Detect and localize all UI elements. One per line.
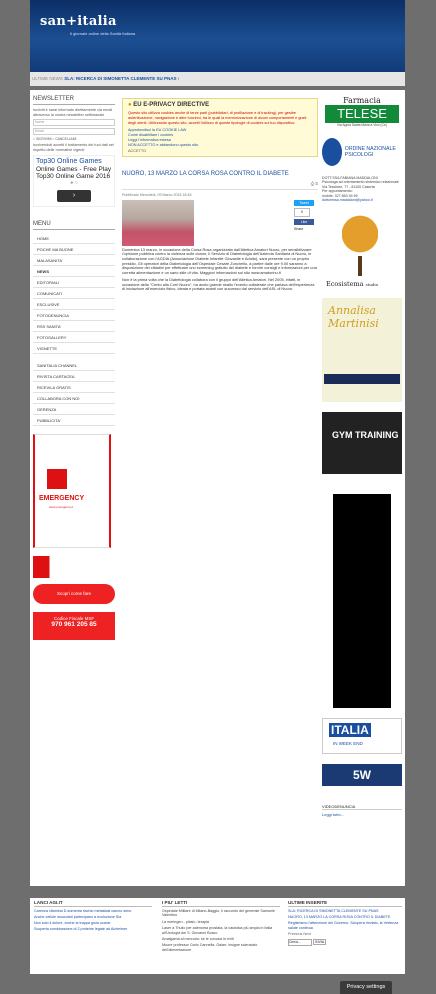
warning-icon: ● [128,102,132,108]
msf-codice-label: Codice Fiscale MSF [53,616,95,622]
footer-link[interactable]: Carenza vitamina D aumenta rischio metastasi cancro seno [34,908,132,913]
msf-codice-number: 970 961 205 85 [51,621,97,629]
newsletter-consent: Iscrivendoti accetti il trattamento dei tuoi dati nel rispetto delle normative vigenti [33,143,114,152]
5w-ad[interactable]: 5W [322,764,402,786]
emergency-name: EMERGENCY [39,495,85,503]
msf-logo[interactable] [33,556,115,578]
main-menu [33,221,115,426]
menu-item-poche-ma-buone[interactable]: POCHE MA BUONE [33,244,115,255]
email-icon[interactable]: ✉ [315,180,318,186]
tweet-button[interactable]: Tweet [294,200,314,206]
footer-col3-title: ULTIME INSERITE [288,900,402,907]
right-sidebar [322,96,402,817]
social-buttons [294,200,318,233]
ad-dots: ● ○ [70,180,78,187]
footer-link[interactable]: Anche cellule muscolari partecipano a evoluzione Sla [34,914,122,919]
ad-text: Online Games - Free Play Top30 Online Game 2016 [36,166,112,181]
article-photo [122,200,194,246]
ad-top30-games[interactable] [33,155,115,207]
ecosistema-ad[interactable] [322,206,402,292]
footer-link[interactable]: Scoperta combinazione di 2 proteine legate ad Alzheimer [34,927,128,932]
menu-item-pubblicita[interactable]: PUBBLICITA' [33,415,115,426]
left-sidebar [33,96,115,640]
footer-col-piu-letti [162,900,280,953]
footer-col-agi [34,900,152,932]
menu-item-rss-sanita[interactable]: RSS SANITA' [33,321,115,332]
menu-item-gerenza[interactable]: GERENZA [33,404,115,415]
article-title[interactable]: NUORO, 13 MARZO LA CORSA ROSA CONTRO IL DIABETE [122,170,289,177]
site-header [30,0,405,72]
menu-item-editoriali[interactable]: EDITORIALI [33,277,115,288]
menu-item-malasanita[interactable]: MALASANITA' [33,255,115,266]
msf-scopri-button[interactable]: Scopri come fare [33,584,115,604]
gym-name: GYM TRAINING [332,430,399,441]
gplus-count[interactable]: 0 [294,208,310,217]
ordine-logo-icon [322,138,342,166]
privacy-link-cookie-law[interactable]: Approfondisci la EU COOKIE LAW [128,128,187,133]
ad-next-button[interactable]: › [57,190,91,202]
ecosistema-studio: studio [365,282,379,288]
privacy-text: Questo sito utilizza cookies anche di terze parti (pubblicitari, di profilazione e di tracking), per gestire autenticazione, navigazione e altre funzioni, tra le quali la memorizzazione di alcuni comportamenti e gusti degli utenti. Utilizzando questo sito, accetti l'utilizzo di queste tipologie di cookies sul tuo dispositivo. [128,111,307,125]
psicologa-phone: mobile: 327 863 94 69 [322,193,358,198]
emergency-url: www.emergency.it [49,505,74,510]
menu-item-fotogallery[interactable]: FOTOGALLERY [33,332,115,343]
footer-col1-title: LANCI AGI.IT [34,900,152,907]
page-content [30,90,405,886]
footer-link[interactable]: Registrismo l'attenzione del Governo. Sciopera rinviato, la Vertenza salute continua [288,921,399,930]
footer-link[interactable]: La meringen - plasio -terapia [162,919,209,924]
emergency-logo-icon [47,469,67,489]
article-body-2: Non è la prima volta che la Diabetologia collabora con il gruppo dell'Atletica Amatori. Nel 2005, infatti, in occasione della "Cento alla Corri Nuoro", ha avuto grande risalto l'evento collaterale che parlava dell'esperienza di iniziazione all'esercizio fisico, ideata e portata avanti con successo dal servizio dell'ASL di Nuoro. [122,276,315,292]
privacy-title: EU E-PRIVACY DIRECTIVE [133,102,210,108]
footer-link[interactable]: Ospedale Militare di Milano-Baggio, il racconto del generale Samuele Valentino [162,908,275,918]
footer-col-ultime [288,900,402,946]
privacy-notice [122,98,318,157]
subscribe-label: ISCRIVIMI [35,137,52,142]
menu-item-home[interactable]: HOME [33,233,115,244]
main-column [122,98,318,292]
annalisa-martinisi-ad[interactable] [322,298,402,402]
menu-item-ricevila-gratis[interactable]: RICEVILA GRATIS [33,382,115,393]
footer-link[interactable]: SLA: RICERCA DI SIMONETTA CLEMENTE SU PNAS [288,908,379,913]
facebook-like-button[interactable]: Like [294,219,314,225]
share-link[interactable]: Share [294,226,304,231]
subscribe-radio[interactable]: ○ [33,137,35,142]
privacy-link-informativa[interactable]: Leggi l'informativa estesa [128,137,171,142]
site-logo[interactable]: san+italia [40,14,117,29]
psicologa-info [322,176,402,202]
weekend-name: IN WEEK END [333,741,363,747]
menu-item-fotodenuncia[interactable]: FOTODENUNCIA [33,310,115,321]
farmacia-address: Via Appia Santa Maria a Vico (Ce) [337,123,387,127]
site-tagline: Il giornale online della Sanità Italiana [70,31,136,36]
black-ad-banner[interactable] [333,494,391,708]
footer-col2-title: I PIU' LETTI [162,900,280,907]
ordine-name: ORDINE NAZIONALE PSICOLOGI [344,146,396,158]
psicologa-appt: Per appuntamento: [322,189,353,194]
msf-codice-banner[interactable] [33,612,115,640]
privacy-settings-button[interactable]: Privacy settings [340,981,392,994]
footer-search-input[interactable]: Cerca... [288,939,312,946]
privacy-link-reject[interactable]: NON ACCETTO e abbandono questo sito [128,142,198,147]
footer-link[interactable]: NUORO, 13 MARZO LA CORSA ROSA CONTRO IL DIABETE [288,914,391,919]
farmacia-label: Farmacia [343,96,381,105]
unsubscribe-radio[interactable]: ○ [52,137,55,142]
prev-next-links[interactable]: Previous Next [288,932,311,937]
videodenuncia-link[interactable]: Leggi tutto... [322,812,345,818]
unsubscribe-label: CANCELLAMI [55,137,77,142]
psicologa-sub: Psicologa ad orientamento sistemico relazionale [322,180,399,185]
menu-item-rivista-cartacea[interactable]: RIVISTA CARTACEA [33,371,115,382]
footer-link[interactable]: Amalgama al mercurio: se le conosci le eviti [162,936,234,941]
gym-training-ad[interactable] [322,412,402,474]
footer-link[interactable]: Laser a Thulio per adenoma prostata, la casistica più ampia in Italia all'Urologia del S. Giovanni Bosco [162,925,273,935]
menu-item-sanitalia-channel[interactable]: SANITALIA CHANNEL [33,360,115,371]
ordine-psicologi-ad[interactable] [322,131,402,173]
footer-link[interactable]: Non solo il dolore, anche la trappa gioia uccide [34,921,111,926]
ecosistema-name: Ecosistema [326,280,364,289]
psicologa-name: DOTT.SSA FABIANA MADDALONI [322,176,378,180]
footer-search-button[interactable]: INVIA [315,939,325,944]
psicologa-email[interactable]: dottoressa.maddaloni@yahoo.it [322,198,373,203]
newsletter-name-input[interactable]: Nome [33,119,115,126]
site-footer [30,898,405,974]
psicologa-address: Via Tescione, 77 - 81100 Caserta [322,184,375,189]
newsletter-intro: Iscriviti e sarai informato direttamente via email attraverso la nostra newsletter settimanale [33,108,113,117]
newsletter-email-input[interactable]: Email [33,128,115,135]
ad-title: Top30 Online Games [36,158,102,166]
videodenuncia-title: VIDEODENUNCIA [322,804,402,810]
italia-name: ITALIA [331,723,369,738]
menu-title: MENU [33,221,115,230]
news-ticker-bar [30,72,405,86]
footer-link[interactable]: Muore professor Carlo Cannella. Galan: insigne scienziato dell'alimentazione [162,943,258,953]
article-body: Domenica 13 marzo, in occasione della Corsa Rosa organizzata dall'Atletica Amatori Nuoro, per sensibilizzare l'opinione pubblica contro la violenza sulle donne, il Servizio di Diabetologia dell'Azienda Sanitaria di Nuoro, in collaborazione con l'AGDIA (Associazione Diabete Infantile Giovanile e Adulto), sarà presente con un proprio presidio. Gli operatori della Diabetologia dell'Ospedale Cesare Zonchello, a partire dalle ore 9.00 saranno a disposizione dei cittadini per effettuare uno screening gratuito del diabete e fornire consigli e informazioni per una corretta alimentazione e un sano stile di vita. Maggiori informazioni sul sito www.amatorinu.it [122,246,317,276]
italia-weekend-ad[interactable] [322,718,402,754]
news-label: ULTIME NEWS [32,76,63,81]
emergency-banner[interactable] [33,434,111,548]
annalisa-name: Annalisa Martinisi [328,304,379,331]
menu-item-comunicati[interactable]: COMUNICATI [33,288,115,299]
menu-item-esclusive[interactable]: ESCLUSIVE [33,299,115,310]
print-icon[interactable]: ⎙ [310,180,315,186]
newsletter-title: NEWSLETTER [33,96,115,105]
news-ticker-link[interactable]: SLA: RICERCA DI SIMONETTA CLEMENTE SU PNAS › [64,76,180,81]
farmacia-telese-ad[interactable] [322,96,402,127]
article-published-date: Pubblicato Mercoledì, 09 Marzo 2016 18:45 [122,192,192,197]
privacy-link-disable-cookies[interactable]: Come disabilitare i cookies [128,133,174,138]
farmacia-name: TELESE [325,105,399,123]
videodenuncia-box [322,804,402,817]
menu-item-vignette[interactable]: VIGNETTE [33,343,115,354]
privacy-accept-button[interactable]: ACCETTO [128,148,147,153]
menu-item-news[interactable]: NEWS [33,266,115,277]
menu-item-collabora[interactable]: COLLABORA CON NOI [33,393,115,404]
